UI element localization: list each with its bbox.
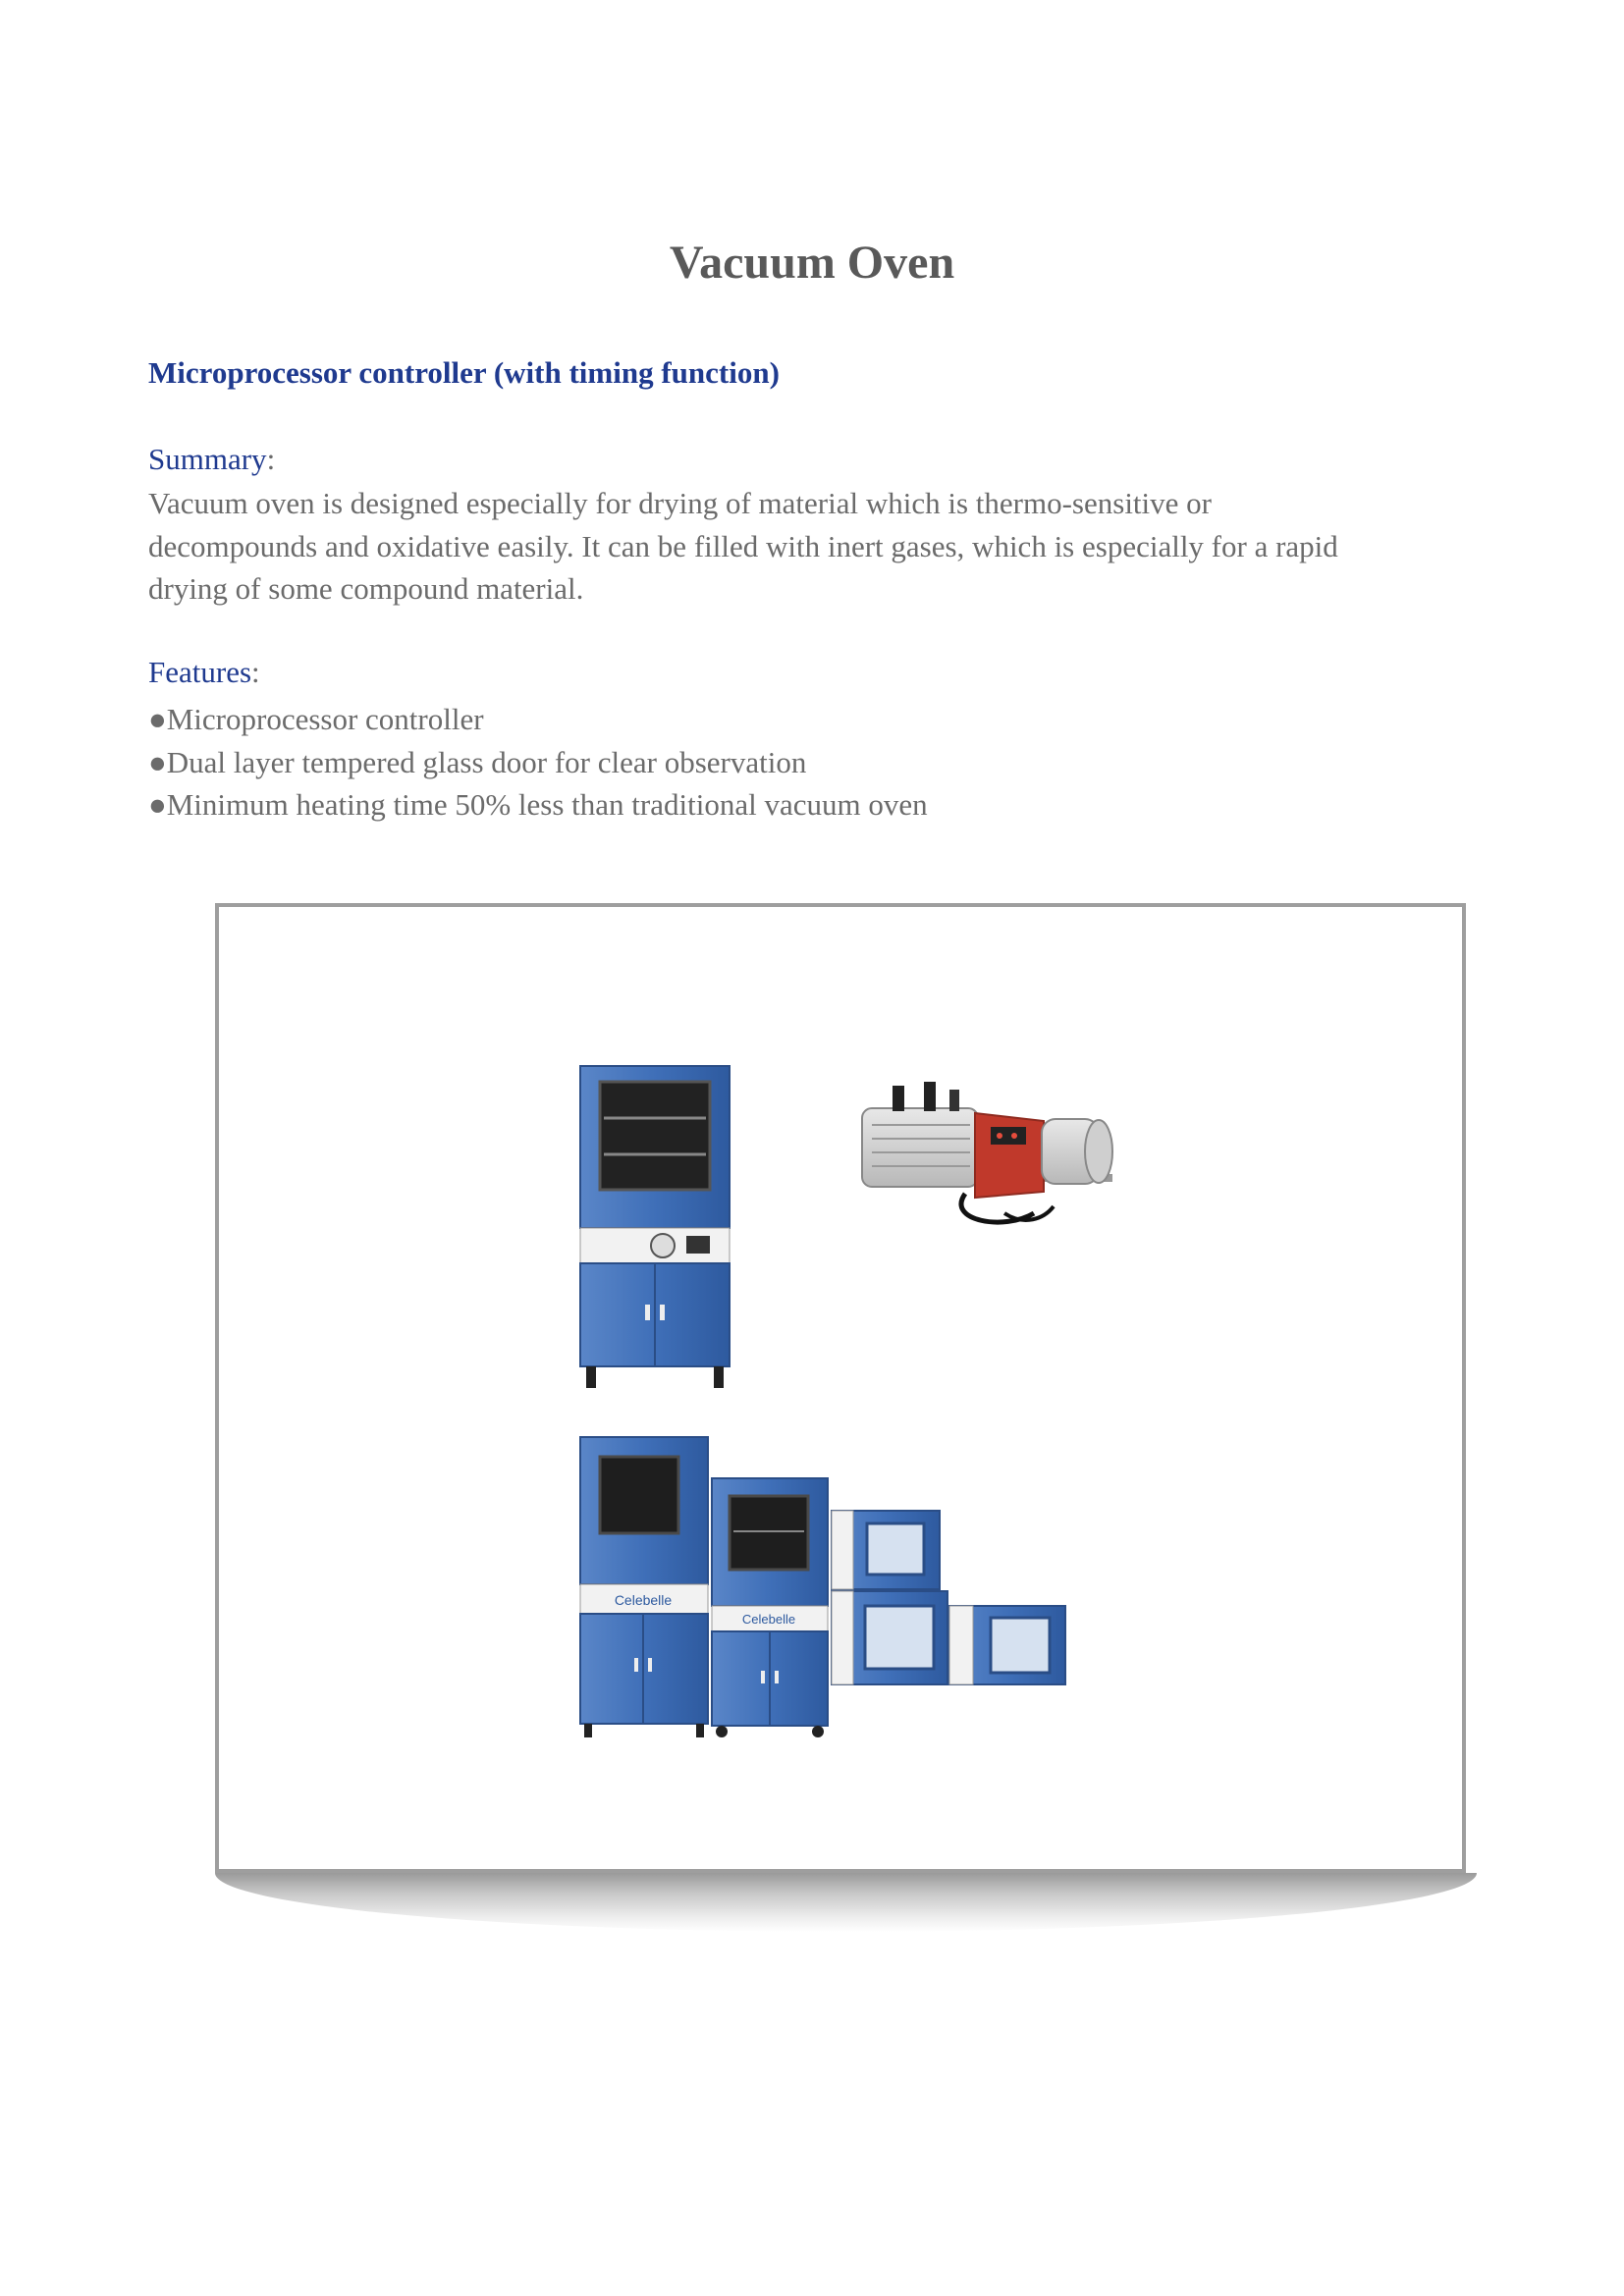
features-label [148, 655, 260, 690]
bullet-icon: ● [148, 702, 167, 736]
feature-text: Minimum heating time 50% less than traditional vacuum oven [166, 787, 928, 822]
summary-label [148, 442, 275, 477]
features-colon: : [251, 655, 260, 689]
summary-label-text: Summary [148, 442, 267, 476]
summary-colon: : [266, 442, 276, 476]
feature-list [148, 698, 928, 827]
summary-line: drying of some compound material. [148, 571, 584, 606]
oven-lineup [580, 1437, 1065, 1737]
summary-line: Vacuum oven is designed especially for drying of material which is thermo-sensitive or [148, 486, 1212, 520]
product-photo [219, 907, 1462, 1869]
page-title: Vacuum Oven [669, 237, 955, 289]
summary-paragraph [148, 482, 1484, 611]
subheading: Microprocessor controller (with timing function) [148, 355, 780, 390]
bullet-icon: ● [148, 787, 167, 822]
product-photo-frame [215, 903, 1466, 1873]
features-label-text: Features [148, 655, 252, 689]
bullet-icon: ● [148, 744, 167, 779]
vacuum-pump [862, 1082, 1112, 1222]
feature-item [148, 783, 928, 827]
feature-text: Microprocessor controller [166, 702, 484, 736]
feature-text: Dual layer tempered glass door for clear observation [166, 744, 807, 779]
photo-shadow [215, 1873, 1477, 1932]
tall-vacuum-oven [580, 1066, 730, 1388]
summary-line: decompounds and oxidative easily. It can be filled with inert gases, which is especially for a rapid [148, 528, 1338, 563]
brand-label: Celebelle [614, 1592, 673, 1608]
brand-label: Celebelle [741, 1612, 796, 1627]
feature-item [148, 698, 928, 741]
feature-item [148, 741, 928, 784]
